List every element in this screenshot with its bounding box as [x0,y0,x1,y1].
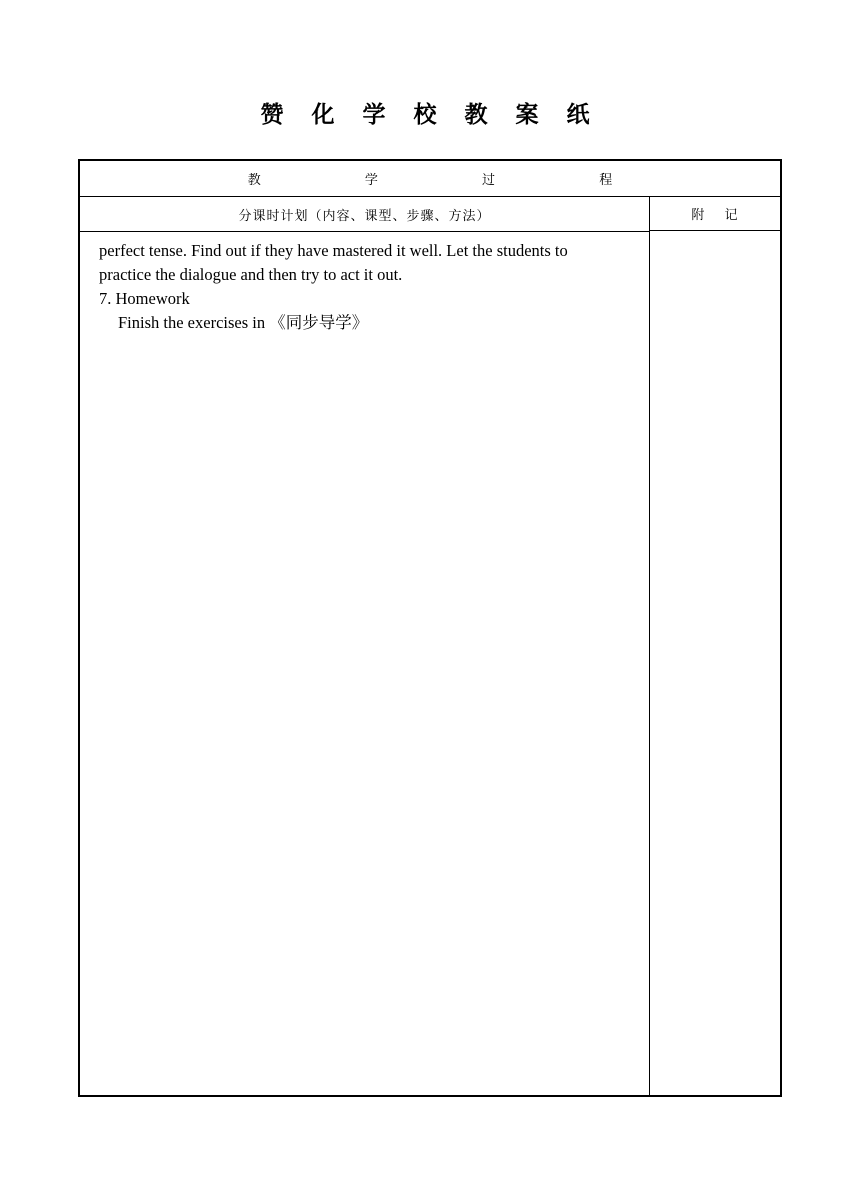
section-header: 教 学 过 程 [80,161,780,197]
column-divider [649,197,650,1095]
document-title: 赞 化 学 校 教 案 纸 [260,102,600,128]
content-line: perfect tense. Find out if they have mastered it well. Let the students to [99,241,568,260]
notes-column-header: 附 记 [649,197,780,231]
plan-content [99,239,639,335]
content-line: Finish the exercises in 《同步导学》 [118,313,369,332]
content-line: 7. Homework [99,289,190,308]
content-line: practice the dialogue and then try to act it out. [99,265,403,284]
plan-column-header: 分课时计划（内容、课型、步骤、方法） [80,197,649,232]
lesson-plan-table [78,159,782,1097]
